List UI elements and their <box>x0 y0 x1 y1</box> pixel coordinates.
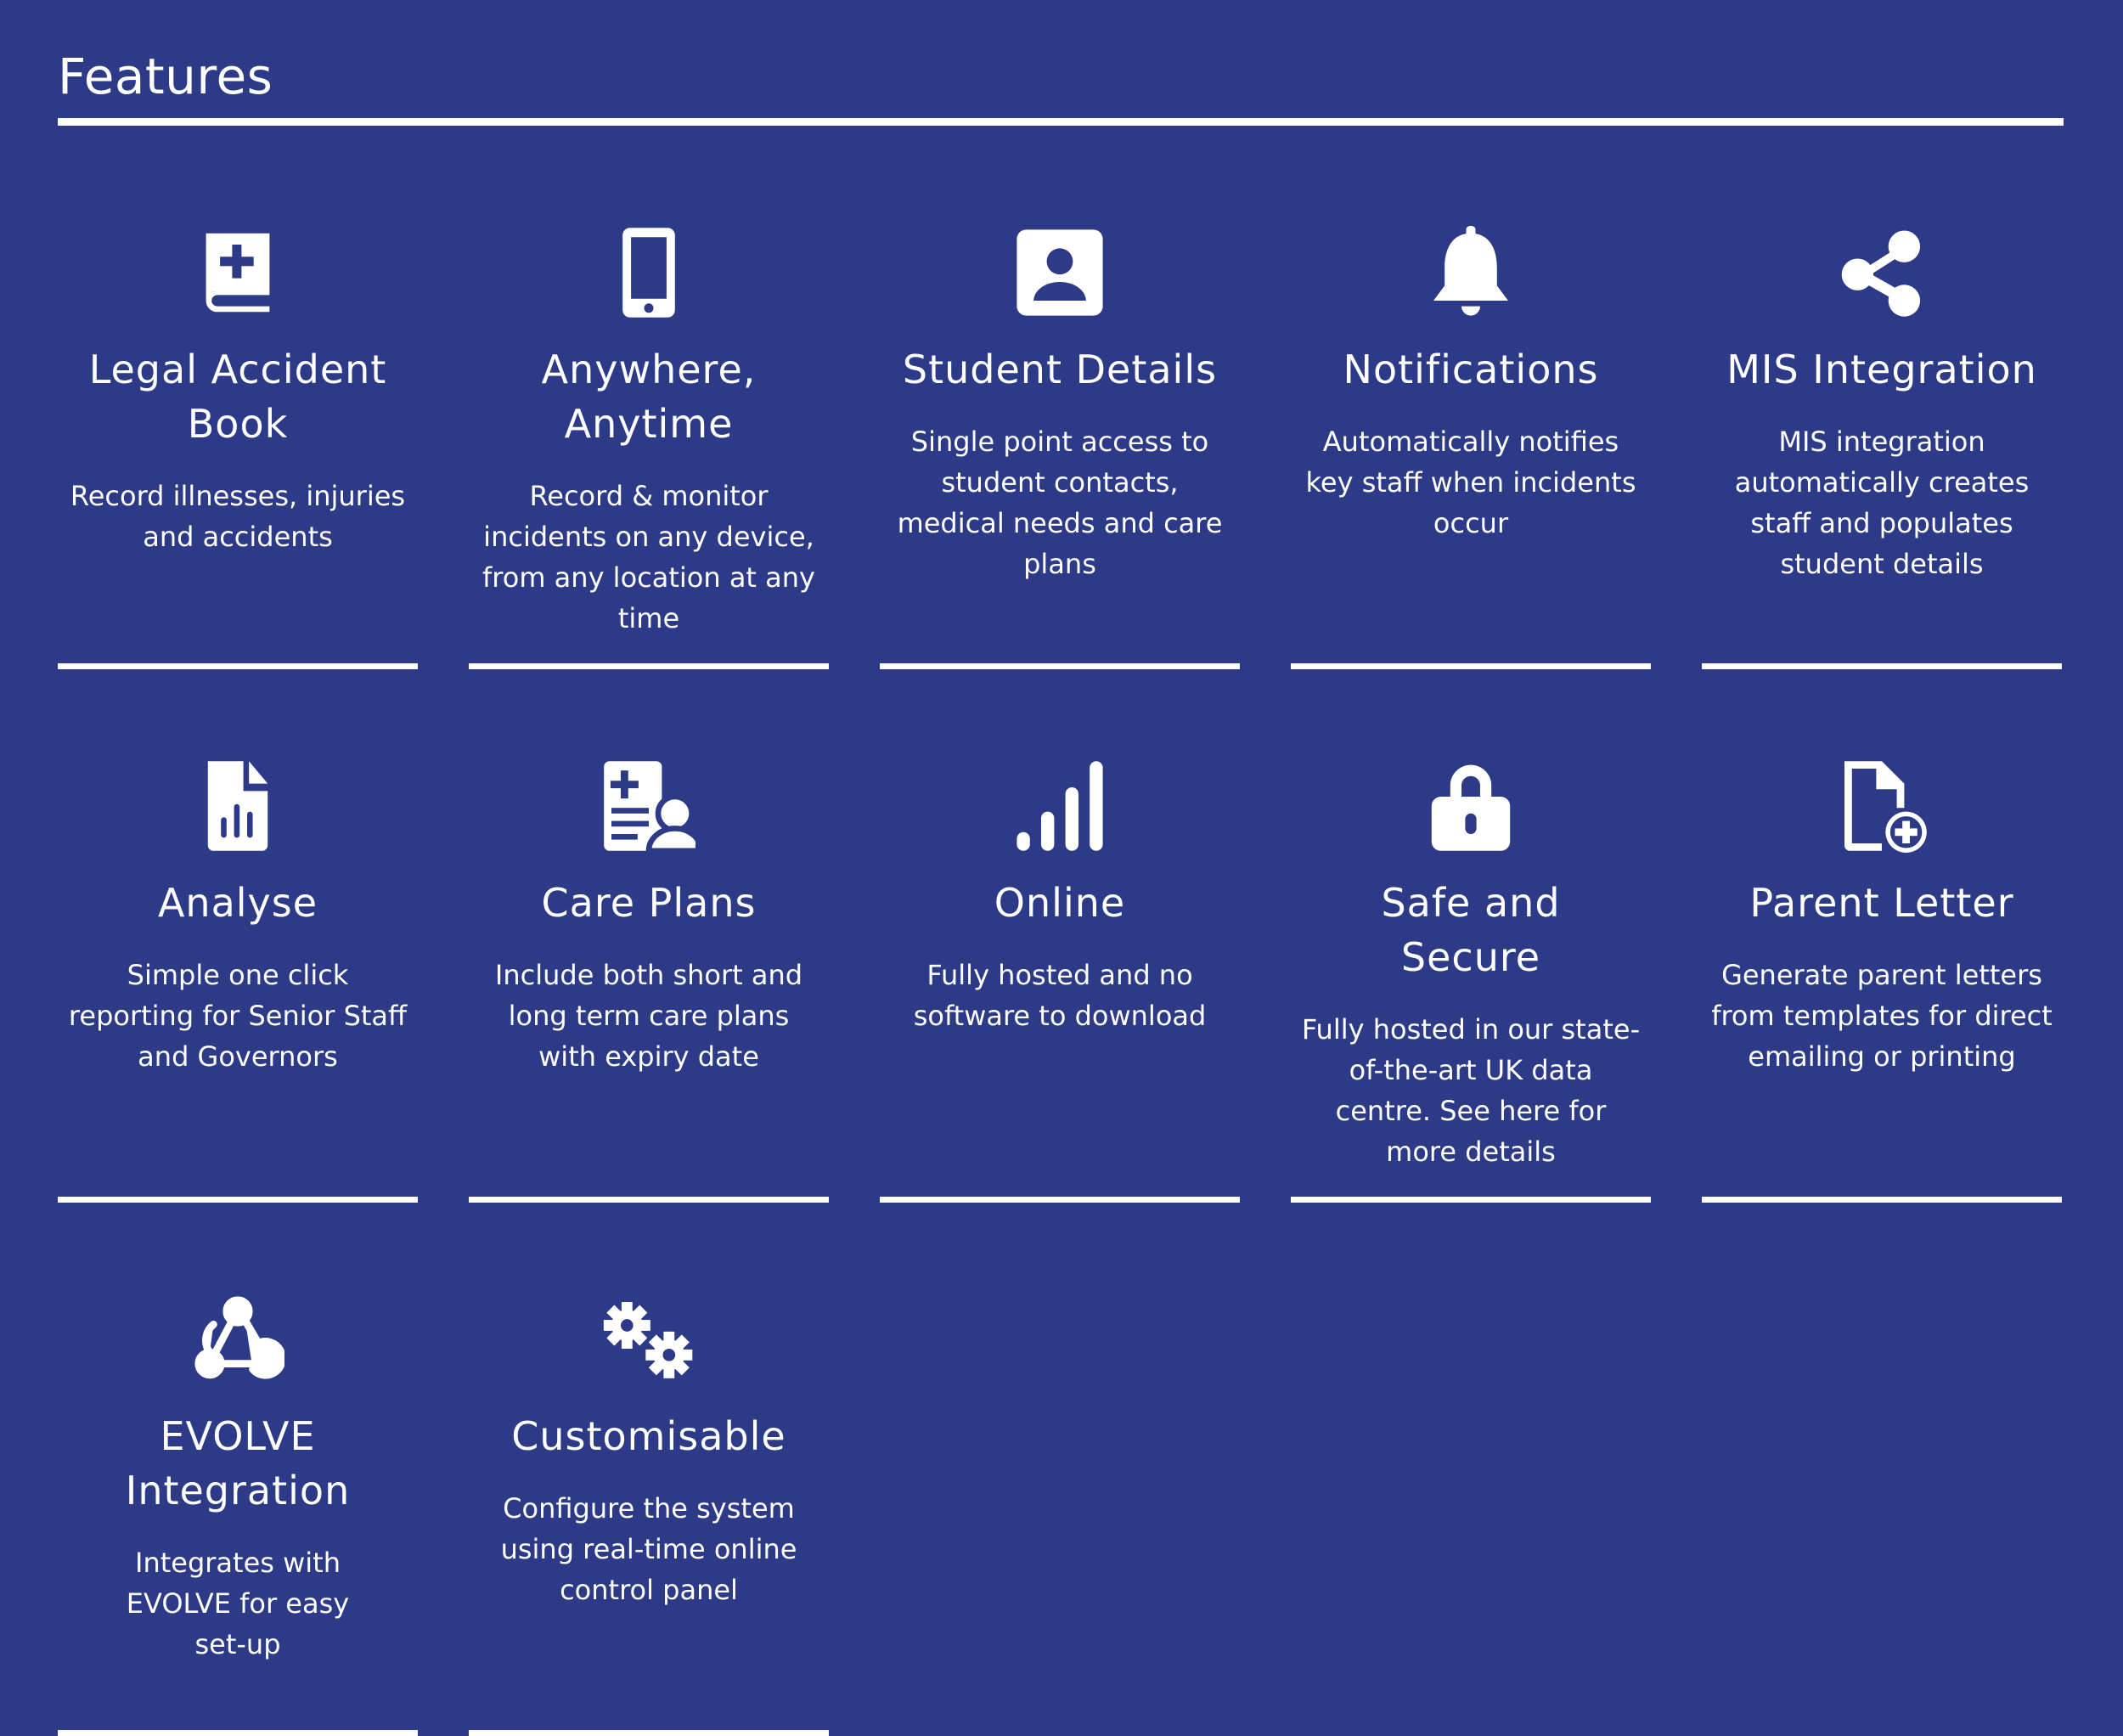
feature-description: Automatically notifies key staff when incidents occur <box>1305 426 1636 539</box>
feature-title: Safe and Secure <box>1381 880 1561 980</box>
signal-bars-icon <box>1013 759 1107 853</box>
feature-description: Include both short and long term care plans with expiry date <box>494 959 803 1073</box>
feature-title: Care Plans <box>541 880 757 926</box>
report-file-icon <box>191 759 284 853</box>
feature-title: Online <box>994 880 1126 926</box>
title-divider <box>58 118 2064 126</box>
feature-card-student-details <box>880 126 1240 659</box>
feature-title: Customisable <box>511 1413 786 1459</box>
file-plus-icon <box>1835 759 1929 853</box>
feature-description: Fully hosted in our state-of-the-art UK data centre. See here for more details <box>1301 1013 1641 1168</box>
webhook-icon <box>191 1293 284 1386</box>
feature-title: Analyse <box>157 880 318 926</box>
feature-card-evolve-integration <box>58 1192 418 1726</box>
feature-description: MIS integration automatically creates staff and populates student details <box>1734 426 2030 580</box>
feature-description: Integrates with EVOLVE for easy set-up <box>126 1547 350 1660</box>
feature-card-parent-letter <box>1702 659 2062 1192</box>
card-divider <box>1291 1197 1651 1203</box>
feature-description: Simple one click reporting for Senior Staff and Governors <box>68 959 408 1073</box>
mobile-phone-icon <box>602 226 695 319</box>
feature-title: Student Details <box>902 347 1218 392</box>
feature-title: Legal Accident Book <box>88 347 387 447</box>
bell-icon <box>1424 226 1518 319</box>
features-grid <box>58 126 2064 1726</box>
care-plan-icon <box>602 759 695 853</box>
section-title: Features <box>58 48 273 105</box>
feature-title: Parent Letter <box>1749 880 2014 926</box>
feature-card-legal-accident-book <box>58 126 418 659</box>
gears-icon <box>602 1293 695 1386</box>
card-divider <box>1702 1197 2062 1203</box>
feature-description: Fully hosted and no software to download <box>913 959 1207 1032</box>
feature-card-safe-and-secure <box>1291 659 1651 1192</box>
feature-card-notifications <box>1291 126 1651 659</box>
medical-book-icon <box>191 226 284 319</box>
feature-description: Record illnesses, injuries and accidents <box>70 480 406 553</box>
feature-card-online <box>880 659 1240 1192</box>
feature-title: Anywhere, Anytime <box>541 347 757 447</box>
card-divider <box>880 1197 1240 1203</box>
padlock-icon <box>1424 759 1518 853</box>
feature-card-mis-integration <box>1702 126 2062 659</box>
feature-card-care-plans <box>469 659 829 1192</box>
feature-title: MIS Integration <box>1726 347 2037 392</box>
feature-title: Notifications <box>1343 347 1599 392</box>
card-divider <box>469 1730 829 1736</box>
feature-card-anywhere-anytime <box>469 126 829 659</box>
card-divider <box>58 1730 418 1736</box>
contact-card-icon <box>1013 226 1107 319</box>
features-section <box>58 0 2064 1660</box>
feature-description: Single point access to student contacts, medical needs and care plans <box>897 426 1223 580</box>
feature-card-customisable <box>469 1192 829 1726</box>
feature-description: Generate parent letters from templates for direct emailing or printing <box>1711 959 2053 1073</box>
feature-description: Record & monitor incidents on any device, from any location at any time <box>482 480 815 634</box>
feature-description: Configure the system using real-time online control panel <box>500 1492 797 1606</box>
feature-card-analyse <box>58 659 418 1192</box>
feature-title: EVOLVE Integration <box>125 1413 351 1513</box>
share-icon <box>1835 226 1929 319</box>
